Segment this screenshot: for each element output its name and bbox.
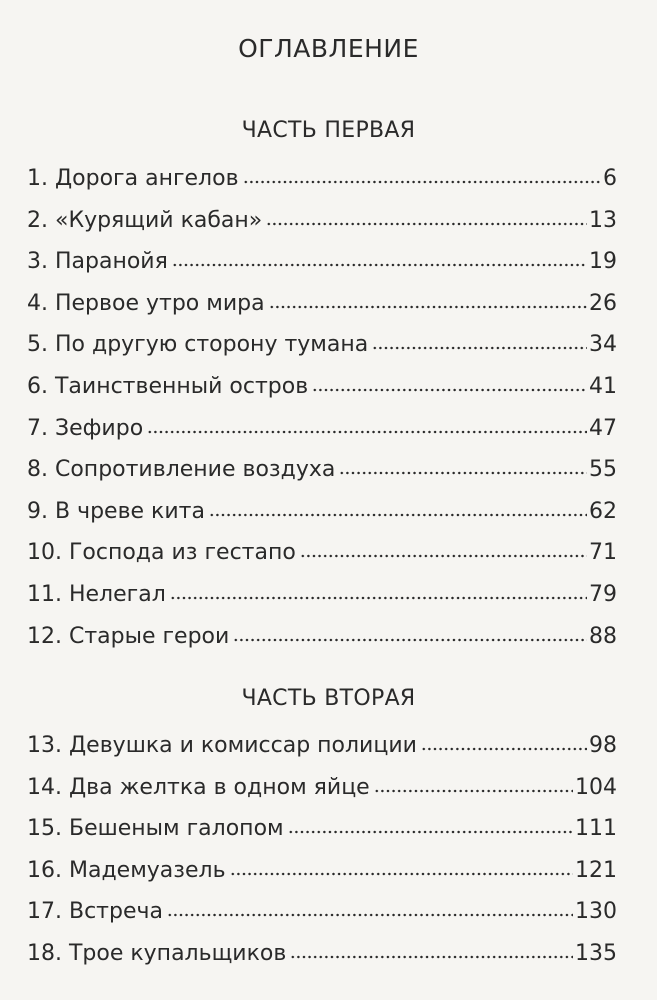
chapter-title: 17. Встреча (27, 899, 163, 925)
chapter-title: 15. Бешеным галопом (27, 816, 284, 842)
chapter-title: 13. Девушка и комиссар полиции (27, 733, 417, 758)
page-number: 47 (589, 415, 617, 441)
dot-leader (233, 620, 587, 642)
page-number: 34 (589, 332, 617, 358)
chapter-title: 1. Дорога ангелов (27, 166, 239, 191)
part-two-heading: ЧАСТЬ ВТОРАЯ (241, 686, 416, 711)
toc-entry (27, 896, 617, 938)
page-number: 6 (603, 166, 617, 191)
toc-entry (27, 855, 617, 897)
chapter-title: 5. По другую сторону тумана (27, 332, 369, 358)
toc-entry (27, 329, 617, 371)
chapter-title: 12. Старые герои (27, 623, 230, 649)
page-number: 26 (589, 290, 617, 316)
dot-leader (374, 771, 573, 793)
dot-leader (172, 245, 587, 267)
dot-leader (167, 895, 573, 917)
page-number: 79 (589, 581, 617, 607)
toc-entry (27, 163, 617, 205)
toc-entry (27, 288, 617, 330)
page-number: 41 (589, 373, 617, 399)
dot-leader (312, 370, 587, 392)
chapter-title: 8. Сопротивление воздуха (27, 457, 336, 483)
chapter-title: 3. Паранойя (27, 249, 168, 275)
toc-entry (27, 730, 617, 772)
page-number: 130 (575, 899, 617, 925)
dot-leader (147, 412, 587, 434)
page-number: 104 (575, 774, 617, 800)
toc-entry (27, 938, 617, 980)
page-number: 62 (589, 498, 617, 524)
dot-leader (243, 162, 601, 184)
chapter-title: 7. Зефиро (27, 415, 144, 441)
toc-entry (27, 579, 617, 621)
page-title: ОГЛАВЛЕНИЕ (238, 34, 419, 63)
page-number: 98 (589, 733, 617, 758)
toc-entry (27, 413, 617, 455)
dot-leader (372, 328, 587, 350)
dot-leader (288, 812, 573, 834)
chapter-title: 9. В чреве кита (27, 498, 205, 524)
chapter-title: 6. Таинственный остров (27, 373, 309, 399)
part-two-toc-list (27, 730, 617, 980)
part-one-toc-list (27, 163, 617, 662)
dot-leader (339, 453, 587, 475)
toc-entry (27, 813, 617, 855)
page-number: 135 (575, 940, 617, 966)
toc-entry (27, 496, 617, 538)
dot-leader (266, 204, 587, 226)
toc-entry (27, 454, 617, 496)
dot-leader (300, 536, 587, 558)
toc-entry (27, 621, 617, 663)
toc-entry (27, 537, 617, 579)
dot-leader (230, 854, 573, 876)
page-number: 13 (589, 207, 617, 233)
toc-entry (27, 371, 617, 413)
chapter-title: 10. Господа из гестапо (27, 540, 296, 566)
dot-leader (290, 937, 573, 959)
dot-leader (170, 578, 587, 600)
chapter-title: 14. Два желтка в одном яйце (27, 774, 370, 800)
page-number: 71 (589, 540, 617, 566)
toc-entry (27, 772, 617, 814)
toc-entry (27, 205, 617, 247)
page-number: 111 (575, 816, 617, 842)
page-number: 121 (575, 857, 617, 883)
page-number: 55 (589, 457, 617, 483)
chapter-title: 4. Первое утро мира (27, 290, 265, 316)
chapter-title: 16. Мадемуазель (27, 857, 226, 883)
dot-leader (269, 287, 587, 309)
dot-leader (209, 495, 587, 517)
dot-leader (421, 729, 587, 751)
chapter-title: 11. Нелегал (27, 581, 166, 607)
page-number: 19 (589, 249, 617, 275)
part-one-heading: ЧАСТЬ ПЕРВАЯ (241, 118, 416, 143)
chapter-title: 18. Трое купальщиков (27, 940, 287, 966)
toc-entry (27, 246, 617, 288)
chapter-title: 2. «Курящий кабан» (27, 207, 263, 233)
page-number: 88 (589, 623, 617, 649)
